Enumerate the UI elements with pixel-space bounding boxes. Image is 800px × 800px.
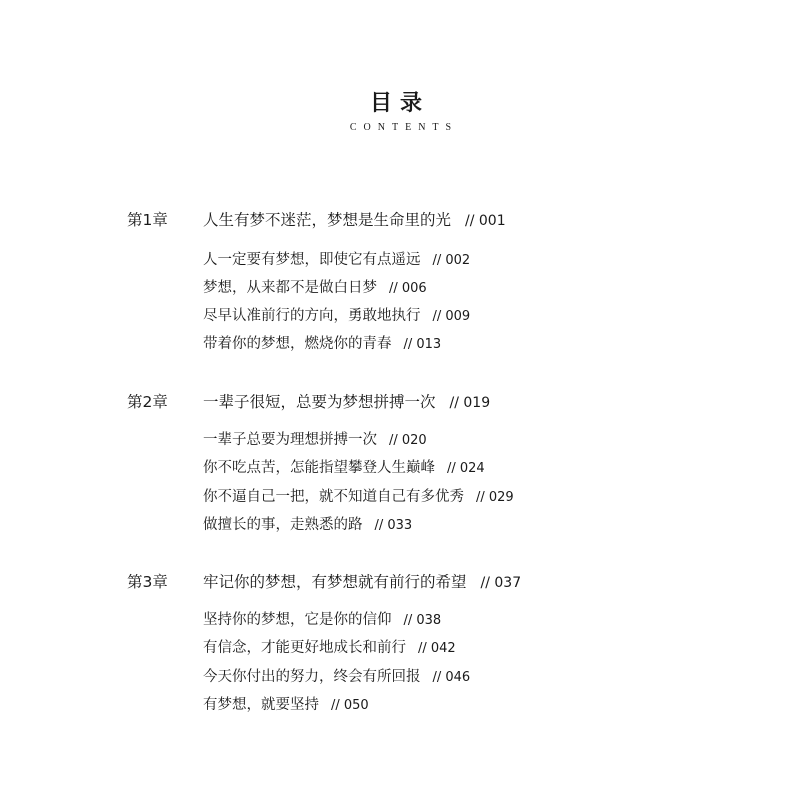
section-entry [203,486,514,508]
section-title: 有梦想，就要坚持 [203,697,319,713]
section-page-number: // 009 [432,309,471,324]
section-entry [203,457,485,479]
chapter-heading [127,208,506,232]
section-page-number: // 020 [389,433,427,448]
chapter-title: 人生有梦不迷茫，梦想是生命里的光 [203,211,452,229]
section-title: 尽早认准前行的方向，勇敢地执行 [203,308,421,324]
section-title: 今天你付出的努力，终会有所回报 [203,669,421,685]
section-entry [203,666,470,688]
section-title: 你不吃点苦，怎能指望攀登人生巅峰 [203,460,435,476]
section-title: 带着你的梦想，燃烧你的青春 [203,336,392,352]
section-page-number: // 024 [447,461,485,476]
section-entry [203,305,470,327]
chapter-number: 第2章 [127,393,168,411]
section-entry [203,514,412,536]
section-page-number: // 013 [403,337,442,352]
section-entry [203,637,456,659]
section-page-number: // 042 [418,641,456,656]
section-title: 做擅长的事，走熟悉的路 [203,517,363,533]
chapter-page-number: // 019 [449,395,491,411]
chapter-heading [127,570,521,594]
section-page-number: // 002 [432,253,471,268]
section-title: 人一定要有梦想，即使它有点遥远 [203,252,421,268]
page-title: 目录 [369,90,430,116]
section-title: 一辈子总要为理想拼搏一次 [203,432,377,448]
section-title: 坚持你的梦想，它是你的信仰 [203,612,392,628]
chapter-title: 牢记你的梦想，有梦想就有前行的希望 [203,573,467,591]
section-page-number: // 038 [403,613,442,628]
section-title: 梦想，从来都不是做白日梦 [203,280,377,296]
chapter-heading [127,390,490,414]
section-entry [203,333,441,355]
chapter-page-number: // 037 [480,575,522,591]
section-title: 你不逼自己一把，就不知道自己有多优秀 [203,489,464,505]
section-entry [203,694,369,716]
chapter-title: 一辈子很短，总要为梦想拼搏一次 [203,393,436,411]
page-subtitle: CONTENTS [349,122,459,133]
section-entry [203,609,441,631]
section-page-number: // 033 [374,518,413,533]
section-page-number: // 029 [476,490,514,505]
chapter-number: 第3章 [127,573,168,591]
chapter-page-number: // 001 [465,213,506,229]
section-page-number: // 050 [331,698,369,713]
section-entry [203,277,427,299]
section-entry [203,429,427,451]
chapter-number: 第1章 [127,211,168,229]
section-page-number: // 006 [389,281,427,296]
section-title: 有信念，才能更好地成长和前行 [203,640,406,656]
section-page-number: // 046 [432,670,471,685]
section-entry [203,249,470,271]
